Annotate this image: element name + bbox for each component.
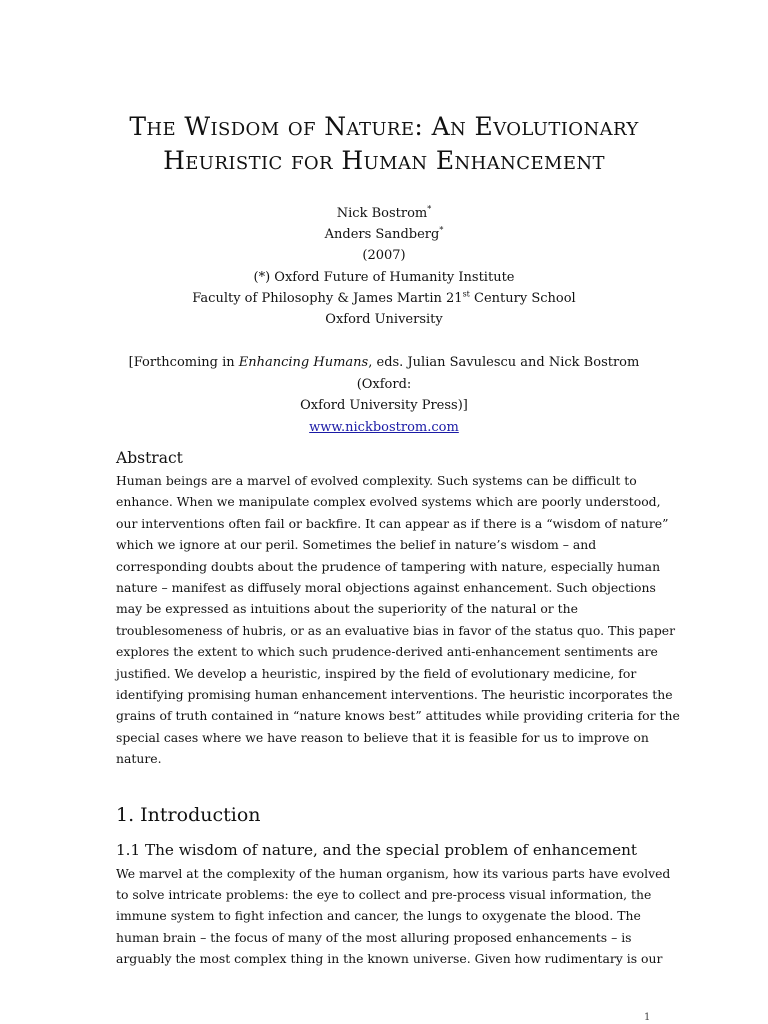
forthcoming-note <box>110 352 658 438</box>
author-2 <box>0 224 768 245</box>
introduction-text <box>116 863 671 969</box>
website-link[interactable]: www.nickbostrom.com <box>309 419 459 435</box>
body-line: arguably the most complex thing in the known universe. Given how rudimentary is our <box>116 950 663 966</box>
section-heading-introduction: 1. Introduction <box>116 804 261 826</box>
body-line: to solve intricate problems: the eye to collect and pre-process visual information, the <box>116 887 652 903</box>
abstract-line: grains of truth contained in “nature knows best” attitudes while providing criteria for the <box>116 708 680 724</box>
abstract-line: corresponding doubts about the prudence of tampering with nature, especially human <box>116 558 661 574</box>
abstract-line: enhance. When we manipulate complex evolved systems which are poorly understood, <box>116 494 661 510</box>
abstract-line: which we ignore at our peril. Sometimes the belief in nature’s wisdom – and <box>116 537 597 553</box>
url-line <box>110 417 658 439</box>
forthcoming-suffix: , eds. Julian Savulescu and Nick Bostrom (Oxford: <box>356 355 640 392</box>
abstract-line: justified. We develop a heuristic, inspired by the field of evolutionary medicine, for <box>116 665 637 681</box>
title-line-1: The Wisdom of Nature: An Evolutionary <box>129 112 639 141</box>
affiliation-institute: (*) Oxford Future of Humanity Institute <box>253 269 515 285</box>
abstract-line: nature. <box>116 751 162 767</box>
author-block <box>0 203 768 330</box>
abstract-line: Human beings are a marvel of evolved complexity. Such systems can be difficult to <box>116 473 637 488</box>
forthcoming-line-2: Oxford University Press)] <box>300 398 468 413</box>
abstract-text <box>116 470 680 770</box>
abstract-line: identifying promising human enhancement interventions. The heuristic incorporates the <box>116 687 673 703</box>
page-number: 1 <box>644 1012 651 1023</box>
abstract-line: special cases where we have reason to believe that it is feasible for us to improve on <box>116 729 649 745</box>
abstract-line: troublesomeness of hubris, or as an evaluative bias in favor of the status quo. This paper <box>116 622 676 638</box>
author-2-mark: * <box>439 225 444 235</box>
abstract-line: nature – manifest as diffusely moral objections against enhancement. Such objections <box>116 580 656 596</box>
title-line-2: Heuristic for Human Enhancement <box>163 146 605 175</box>
book-title: Enhancing Humans <box>238 355 369 370</box>
abstract-line: may be expressed as intuitions about the superiority of the natural or the <box>116 601 578 617</box>
affiliation-faculty-tail: Century School <box>469 290 576 306</box>
author-1-mark: * <box>427 204 432 214</box>
affiliation-university: Oxford University <box>325 312 443 328</box>
publication-year: (2007) <box>362 248 406 264</box>
paper-title <box>0 110 768 178</box>
affiliation-faculty-text: Faculty of Philosophy & James Martin 21 <box>192 290 463 306</box>
abstract-heading: Abstract <box>116 449 183 467</box>
abstract-line: explores the extent to which such prudence-derived anti-enhancement sentiments are <box>116 644 658 660</box>
body-line: We marvel at the complexity of the human organism, how its various parts have evolved <box>116 866 671 881</box>
forthcoming-line-1 <box>110 352 658 395</box>
abstract-line: our interventions often fail or backfire. It can appear as if there is a “wisdom of nature” <box>116 515 669 531</box>
affiliation-faculty <box>0 288 768 309</box>
author-2-name: Anders Sandberg <box>324 227 440 243</box>
subsection-heading: 1.1 The wisdom of nature, and the special problem of enhancement <box>116 841 638 859</box>
ordinal-suffix: st <box>462 289 470 299</box>
author-1-name: Nick Bostrom <box>336 206 428 221</box>
forthcoming-prefix: [Forthcoming in <box>128 355 239 370</box>
body-line: immune system to fight infection and cancer, the lungs to oxygenate the blood. The <box>116 908 641 924</box>
author-1 <box>0 203 768 224</box>
body-line: human brain – the focus of many of the most alluring proposed enhancements – is <box>116 929 632 945</box>
